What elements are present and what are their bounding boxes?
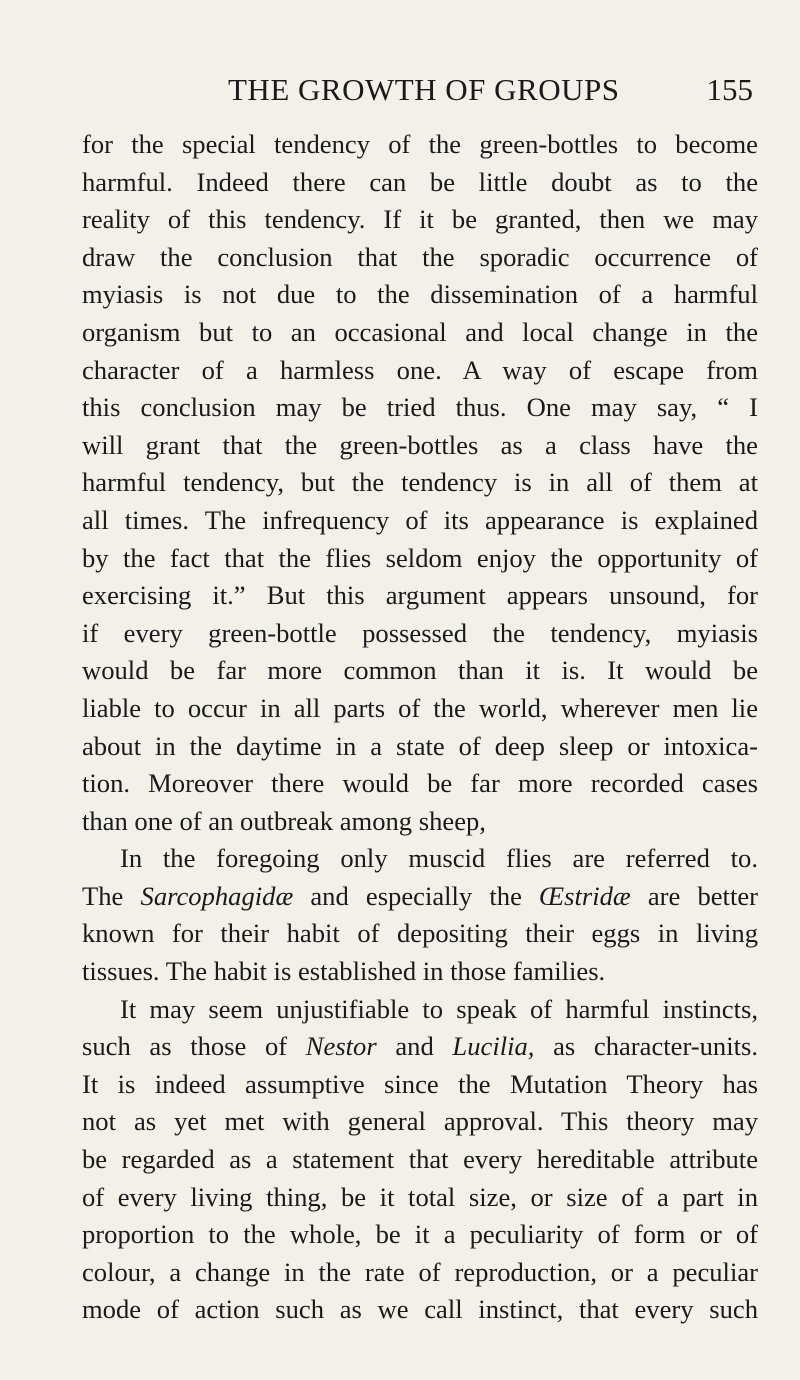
text-line: In the foregoing only muscid flies are referred to.	[120, 843, 758, 874]
text-line: of every living thing, be it total size, or size of a part in	[82, 1181, 758, 1212]
italic-taxon: Nestor	[305, 1031, 377, 1062]
italic-taxon: Sarcophagidæ	[140, 880, 294, 911]
text-fragment: and	[376, 1031, 453, 1062]
text-line: all times. The infrequency of its appearance is explained	[82, 504, 758, 535]
text-fragment: such as those of	[82, 1031, 306, 1062]
text-line: organism but to an occasional and local change in the	[82, 316, 758, 347]
text-line: known for their habit of depositing their eggs in living	[82, 918, 758, 949]
text-line	[82, 878, 758, 916]
running-head: THE GROWTH OF GROUPS	[228, 72, 620, 107]
text-fragment: are better	[630, 880, 758, 911]
text-line: be regarded as a statement that every hereditable attribute	[82, 1144, 758, 1175]
text-line	[82, 1028, 758, 1066]
text-line: not as yet met with general approval. This theory may	[82, 1106, 758, 1137]
text-line: by the fact that the flies seldom enjoy the opportunity of	[82, 542, 758, 573]
text-line: mode of action such as we call instinct, that every such	[82, 1294, 758, 1325]
text-line: draw the conclusion that the sporadic occurrence of	[82, 241, 758, 272]
text-line: proportion to the whole, be it a peculiarity of form or of	[82, 1219, 758, 1250]
text-line: will grant that the green-bottles as a class have the	[82, 429, 758, 460]
text-line: exercising it.” But this argument appears unsound, for	[82, 580, 758, 611]
text-line: if every green-bottle possessed the tendency, myiasis	[82, 617, 758, 648]
text-line: It may seem unjustifiable to speak of harmful instincts,	[120, 993, 758, 1024]
text-fragment: The	[82, 880, 141, 911]
text-line: harmful. Indeed there can be little doubt as to the	[82, 166, 758, 197]
text-line: harmful tendency, but the tendency is in all of them at	[82, 467, 758, 498]
body-text	[82, 126, 758, 1329]
text-line: tissues. The habit is established in those families.	[82, 956, 606, 987]
text-line: about in the daytime in a state of deep sleep or intoxica-	[82, 730, 758, 761]
text-line: than one of an outbreak among sheep,	[82, 805, 486, 836]
text-line: for the special tendency of the green-bottles to become	[82, 129, 758, 159]
text-fragment: as character-units.	[534, 1031, 758, 1062]
text-line: tion. Moreover there would be far more recorded cases	[82, 768, 758, 799]
page-number: 155	[706, 72, 753, 107]
text-line: colour, a change in the rate of reproduction, or a peculiar	[82, 1256, 758, 1287]
text-line: would be far more common than it is. It would be	[82, 655, 758, 686]
text-line: It is indeed assumptive since the Mutation Theory has	[82, 1068, 758, 1099]
text-line: this conclusion may be tried thus. One may say, “ I	[82, 392, 758, 423]
text-line: liable to occur in all parts of the world, wherever men lie	[82, 692, 758, 723]
text-line: character of a harmless one. A way of escape from	[82, 354, 758, 385]
text-fragment: and especially the	[293, 880, 540, 911]
italic-taxon: Lucilia,	[452, 1031, 535, 1062]
italic-taxon: Œstridæ	[539, 880, 631, 911]
text-line: reality of this tendency. If it be granted, then we may	[82, 204, 758, 235]
text-line: myiasis is not due to the dissemination of a harmful	[82, 279, 758, 310]
